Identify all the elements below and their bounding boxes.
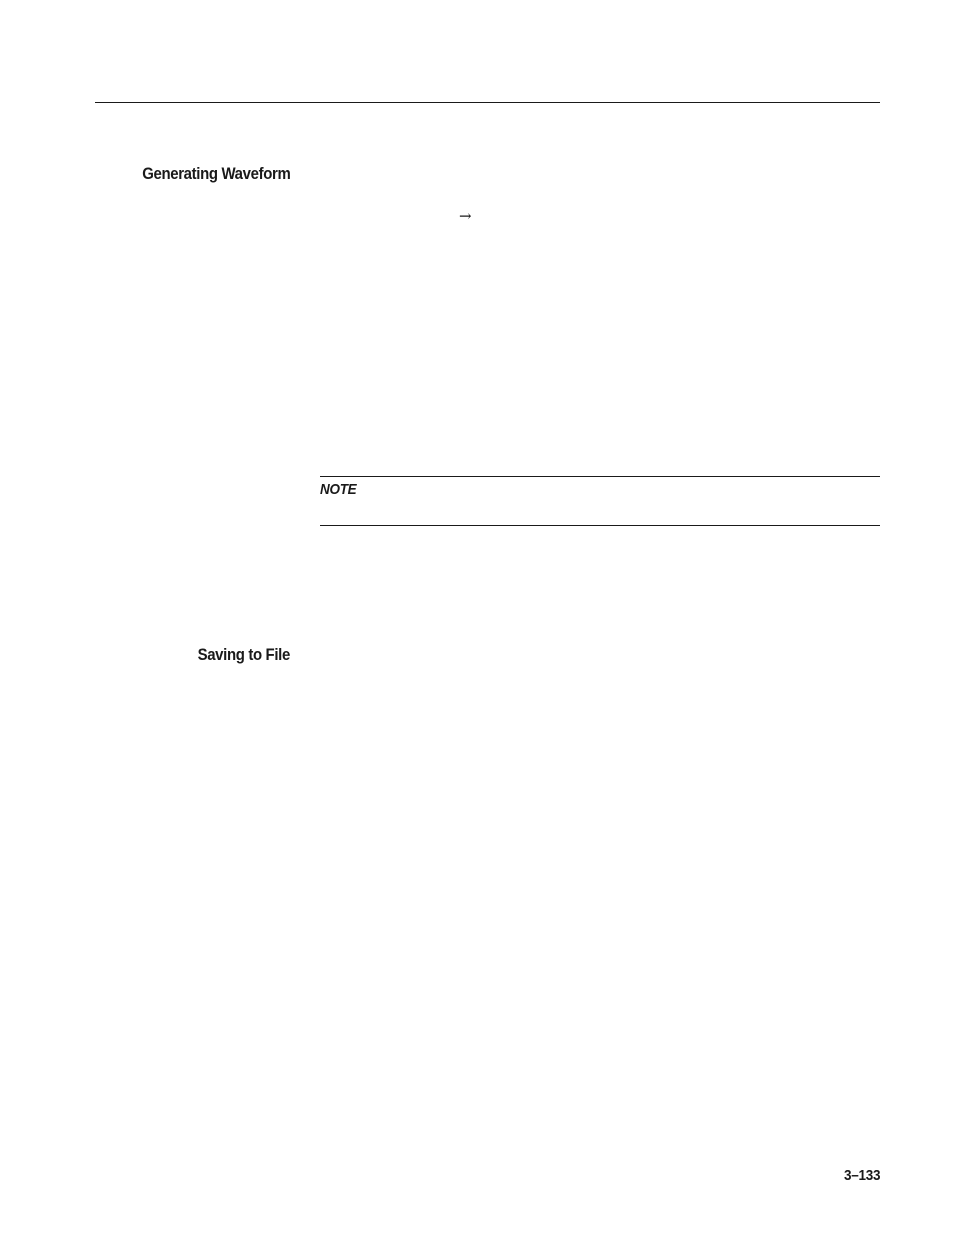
section-heading-generating-waveform: Generating Waveform	[141, 164, 290, 183]
arrow-right-icon: →	[459, 207, 472, 225]
header-rule	[95, 102, 880, 103]
note-label: NOTE	[320, 481, 357, 498]
note-box	[320, 476, 880, 526]
page-number: 3–133	[843, 1167, 880, 1184]
section-heading-saving-to-file: Saving to File	[197, 645, 290, 664]
